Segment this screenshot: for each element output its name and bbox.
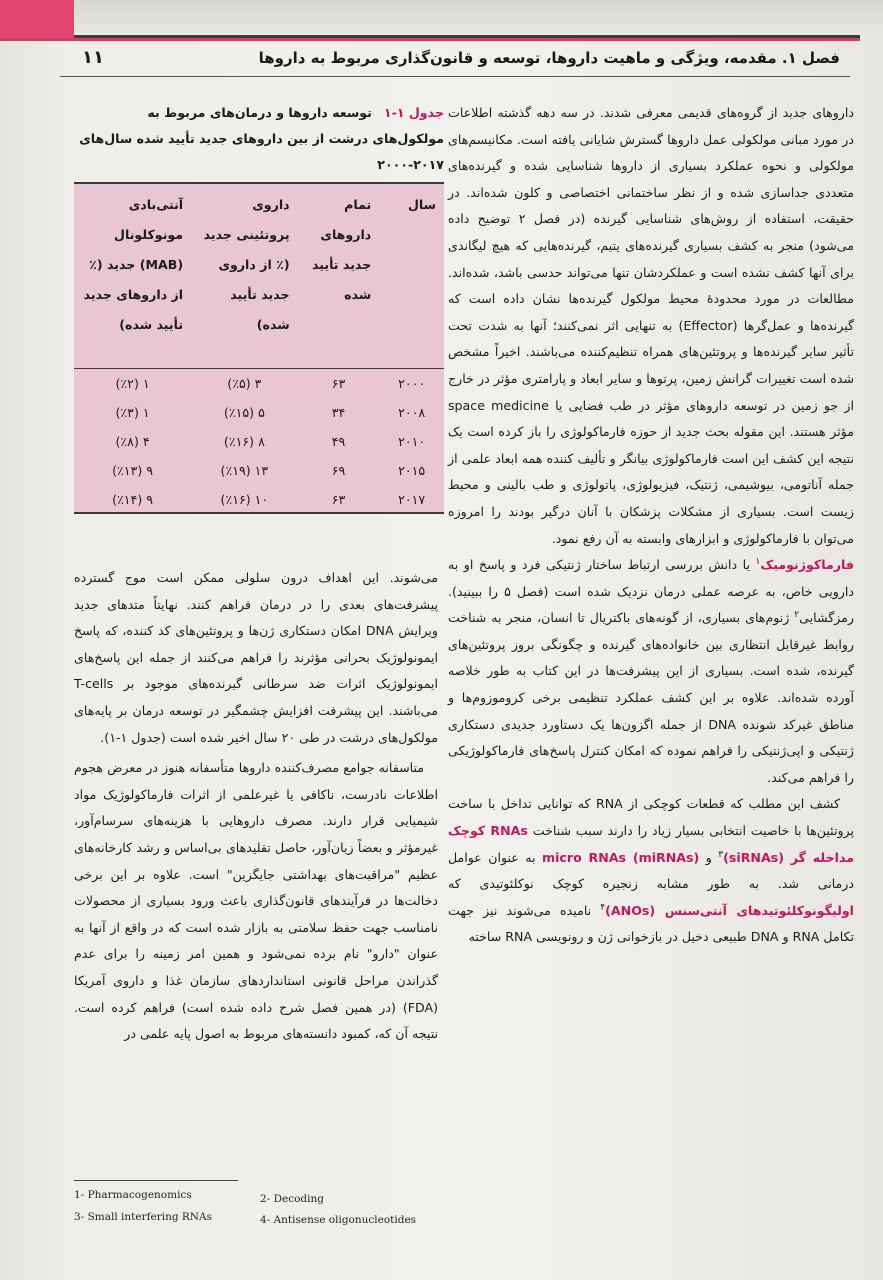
table-row bbox=[74, 427, 444, 456]
table-caption bbox=[74, 100, 444, 178]
footnote-3: 3- Small interfering RNAs bbox=[74, 1211, 212, 1223]
paragraph-text: به عنوان عوامل درمانی شد. به طور مشابه زنجیره کوچک نوکلئوتیدی که bbox=[448, 849, 854, 892]
header-underline bbox=[60, 76, 850, 77]
table-cell: ۲۰۰۸ bbox=[398, 405, 426, 420]
table-cell: ۱۰ (٪۱۶) bbox=[220, 492, 269, 507]
chapter-title: فصل ۱. مقدمه، ویژگی و ماهیت داروها، توسعه و قانون‌گذاری مربوط به داروها bbox=[258, 49, 840, 67]
table-cell: ۴۹ bbox=[331, 434, 346, 449]
footnote-ref: ۴ bbox=[600, 902, 606, 913]
data-table bbox=[74, 182, 444, 514]
footnote-2: 2- Decoding bbox=[260, 1193, 324, 1205]
paragraph-rna bbox=[448, 791, 854, 951]
paragraph-text: ژنوم‌های بسیاری، از گونه‌های باکتریال تا انسان، منجر به شناخت روابط غیرقابل انتظاری بین خانواده‌های گیرنده و چگونگی بروز پروتئین‌های گیرنده، شده است. بسیاری از این پیشرفت‌ها در این کتاب به طور خلاصه آورده شده‌اند. علاوه بر این کشف عملکرد تنظیمی برخی کروموزوم‌ها و مناطق غیرکد شونده DNA از جمله اگزون‌ها یک دستاورد جدیدی دستکاری ژنتیکی و اپی‌ژنتیکی را فراهم نموده که امکان کنترل پاسخ‌های فارماکولوژیکی را فراهم می‌کند. bbox=[448, 610, 854, 785]
table-cell: ۶۳ bbox=[331, 492, 346, 507]
table-header-row bbox=[74, 184, 444, 369]
paragraph: متاسفانه جوامع مصرف‌کننده داروها متأسفانه هنوز در معرض هجوم اطلاعات نادرست، ناکافی یا غیرعلمی از اثرات فارماکولوژیک مواد شیمیایی قرار دارند. مصرف داروهایی با هزینه‌های سرسام‌آور، غیرمؤثر و بعضاً زیان‌آور، حاصل تقلیدهای بی‌اساس و رشد کارخانه‌های عظیم "مراقبت‌های بهداشتی جایگزین" است. علاوه بر این برخی دخالت‌ها در فرآیندهای قانون‌گذاری باعث ورود بسیاری از محصولات نامناسب جهت حفظ سلامتی به بازار شده است که در واقع از آنها به عنوان "دارو" نام برده نمی‌شود و همین امر زمینه را برای عدم گذراندن مراحل قانونی استانداردهای سازمان غذا و داروی آمریکا (FDA) (در همین فصل شرح داده شده است) فراهم کرده است. نتیجه آن که، کمبود دانسته‌های مربوط به اصول پایه علمی در bbox=[74, 760, 438, 1042]
table-cell: ۹ (٪۱۳) bbox=[112, 463, 154, 478]
footnote-1: 1- Pharmacogenomics bbox=[74, 1189, 192, 1201]
table-row bbox=[74, 485, 444, 514]
footnote-ref: ۲ bbox=[794, 610, 800, 621]
footnote-4: 4- Antisense oligonucleotides bbox=[260, 1214, 417, 1226]
table-cell: ۸ (٪۱۶) bbox=[223, 434, 265, 449]
pink-corner-tab bbox=[0, 0, 74, 38]
right-column bbox=[448, 100, 854, 951]
table-cell: ۱۳ (٪۱۹) bbox=[220, 463, 269, 478]
table-cell: ۳ (٪۵) bbox=[227, 376, 262, 391]
paragraph-text: نامیده می‌شوند نیز جهت تکامل RNA و DNA طبیعی دخیل در بازخوانی ژن و رونویسی RNA ساخته bbox=[448, 902, 854, 945]
keyword-sirna: RNAs کوچک مداخله گر (siRNAs) bbox=[448, 823, 855, 865]
left-column bbox=[74, 565, 438, 1048]
table-cell: ۲۰۱۷ bbox=[398, 492, 426, 507]
paragraph: می‌شوند. این اهداف درون سلولی ممکن است موج گسترده پیشرفت‌های بعدی را در درمان فراهم کنند. نهایتاً متدهای جدید ویرایش DNA امکان دستکاری ژن‌ها و پروتئین‌های کد کننده، که پاسخ ایمونولوژیک بحرانی مؤثرند را فراهم می‌کنند از جمله این پاسخ‌های ایمونولوژیک اثرات ضد سرطانی گیرنده‌های موجود بر T-cells می‌باشند. این پیشرفت افزایش چشمگیر در توسعه درمان بر پایه‌های مولکول‌های درشت در طی ۲۰ سال اخیر شده است (جدول ۱-۱). bbox=[74, 570, 438, 745]
paragraph-text: یا دانش بررسی ارتباط ساختار ژنتیکی فرد و پاسخ او به دارویی خاص، به عرصه عملی درمان نزدیک شده است (فصل ۵ را ببینید). رمزگشایی bbox=[448, 557, 854, 626]
paragraph-text: کشف این مطلب که قطعات کوچکی از RNA که توانایی تداخل با ساخت پروتئین‌ها با خاصیت انتخابی بسیار زیاد را دارند سبب شناخت bbox=[448, 796, 855, 839]
column-header-all-drugs: تمام داروهای جدید تأیید شده bbox=[298, 184, 380, 369]
table-cell: ۱ (٪۳) bbox=[115, 405, 150, 420]
column-header-mab: آنتی‌بادی مونوکلونال (MAB) جدید (٪ از داروهای جدید تأیید شده) bbox=[74, 184, 191, 369]
table-cell: ۲۰۰۰ bbox=[398, 376, 426, 391]
top-margin bbox=[0, 0, 883, 34]
table-caption-text: توسعه داروها و درمان‌های مربوط به مولکول‌های درشت از بین داروهای جدید تأیید شده سال‌های ۲۰۱۷-۲۰۰۰ bbox=[79, 105, 444, 172]
table-cell: ۶۹ bbox=[331, 463, 346, 478]
paragraph: داروهای جدید از گروه‌های قدیمی معرفی شدند. در سه دهه گذشته اطلاعات در مورد مبانی مولکولی عمل داروها گسترش شایانی یافته است. مکانیسم‌های مولکولی و نحوه عملکرد بسیاری از داروها شناسایی شده و گیرنده‌های متعددی جداسازی شده و از نظر ساختمانی اختصاصی و کلون شده‌اند. در حقیقت، استفاده از روش‌های شناسایی گیرنده (در فصل ۲ توضیح داده می‌شود) منجر به کشف بسیاری گیرنده‌های یتیم، گیرنده‌هایی که هیچ لیگاندی برای آنها کشف نشده است و عملکردشان تنها می‌تواند حدسی باشد، شده‌اند. مطالعات در مورد محدودهٔ محیط مولکول گیرنده‌ها نشان داده است که گیرنده‌ها و عمل‌گرها (Effector) به تنهایی اثر نمی‌کنند؛ آنها به شدت تحت تأثیر سایر گیرنده‌ها و پروتئین‌های همراه تنظیم‌کننده می‌باشند. اخیراً مشخص شده است تغییرات گرانش زمین، پرتوها و سایر ابعاد و پارامتری مؤثر در خارج از جو زمین در توسعه داروهای مؤثر در طب فضایی یا space medicine مؤثر هستند. این مقوله بحث جدید از حوزه فارماکولوژی را باز کرده است یک نتیجه این کشف این است فارماکولوژی بیانگر و تألیف کننده همه ابعاد علمی از جمله آناتومی، بیوشیمی، ژنتیک، فیزیولوژی، پاتولوژی و طب بالینی و محیط زیست است. بسیاری از مشکلات پزشکان با آنان درگیر بودند را امروزه می‌توان با فارماکولوژی و ابزارهای وابسته به آن رفع نمود. bbox=[448, 105, 854, 546]
keyword-mirna: micro RNAs (miRNAs) bbox=[541, 849, 700, 865]
footnote-ref: ۳ bbox=[718, 849, 724, 860]
column-header-protein-drugs: داروی پروتئینی جدید (٪ از داروی جدید تأیید شده) bbox=[191, 184, 298, 369]
table-row bbox=[74, 456, 444, 485]
table-label: جدول ۱-۱ bbox=[383, 105, 444, 120]
page-number: ۱۱ bbox=[82, 47, 104, 68]
paragraph-text: و bbox=[699, 849, 719, 865]
table-cell: ۲۰۱۵ bbox=[398, 463, 426, 478]
table-row bbox=[74, 369, 444, 399]
table-row bbox=[74, 398, 444, 427]
table-cell: ۴ (٪۸) bbox=[115, 434, 150, 449]
table-cell: ۲۰۱۰ bbox=[398, 434, 426, 449]
table-cell: ۹ (٪۱۴) bbox=[112, 492, 154, 507]
keyword-pharmacogenomics: فارماکوژنومیک bbox=[760, 557, 854, 573]
keyword-ano: اولیگونوکلئوتیدهای آنتی‌سنس (ANOs) bbox=[605, 902, 854, 918]
header-pink-rule bbox=[0, 38, 860, 41]
table-cell: ۵ (٪۱۵) bbox=[223, 405, 265, 420]
paragraph-pharmacogenomics bbox=[448, 552, 854, 791]
column-header-year: سال bbox=[379, 184, 444, 369]
table-cell: ۶۳ bbox=[331, 376, 346, 391]
table-cell: ۱ (٪۲) bbox=[115, 376, 150, 391]
footnote-rule bbox=[74, 1180, 238, 1181]
running-header bbox=[60, 45, 850, 75]
table-cell: ۳۴ bbox=[331, 405, 346, 420]
footnote-ref: ۱ bbox=[755, 556, 761, 567]
